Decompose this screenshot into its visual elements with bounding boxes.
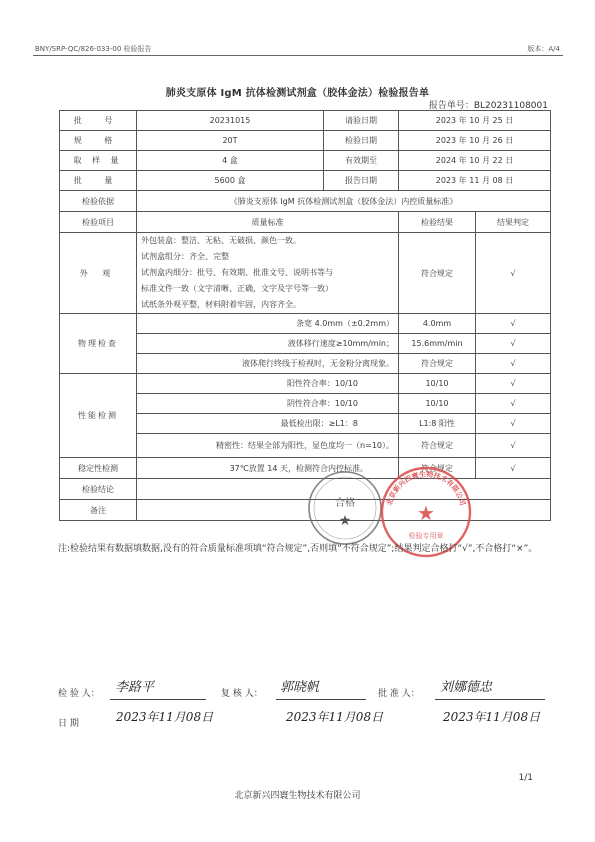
performance-standard: 最低检出限：≥L1：8 [137,414,399,434]
signature-row [58,682,558,702]
physical-judge: √ [476,314,551,334]
batch-label: 批 号 [60,111,137,131]
report-date-label: 报告日期 [324,171,399,191]
report-date-value: 2023 年 11 月 08 日 [399,171,551,191]
performance-item: 性能检测 [60,374,137,458]
physical-row [60,314,551,334]
inspector-label: 检 验 人： [58,689,100,699]
physical-result: 符合规定 [399,354,476,374]
performance-judge: √ [476,414,551,434]
reviewer-date: 2023年11月08日 [286,710,384,724]
svg-text:北京新兴四寰生物技术有限公司: 北京新兴四寰生物技术有限公司 [385,470,467,507]
physical-judge: √ [476,354,551,374]
approver-label: 批 准 人： [378,689,420,699]
sample-label: 取 样 量 [60,151,137,171]
expiry-label: 有效期至 [324,151,399,171]
qc-pass-stamp [306,469,384,547]
appearance-line: 标准文件一致（文字清晰、正确，文字及字号等一致） [141,284,333,293]
info-row [60,111,551,131]
stability-item: 稳定性检测 [60,458,137,479]
physical-result: 15.6mm/min [399,334,476,354]
col-judge-header: 结果判定 [476,212,551,233]
info-row [60,131,551,151]
inspector-date: 2023年11月08日 [116,710,214,724]
batch-value: 20231015 [137,111,324,131]
svg-text:★: ★ [338,513,352,529]
basis-value: 《肺炎支原体 IgM 抗体检测试剂盒（胶体金法）内控质量标准》 [137,191,551,212]
lot-size-value: 5600 盒 [137,171,324,191]
physical-standard: 条宽 4.0mm（±0.2mm） [137,314,399,334]
request-date-label: 请验日期 [324,111,399,131]
appearance-result: 符合规定 [399,233,476,314]
approver-signature: 刘娜德忠 [440,680,493,695]
reviewer-underline [276,699,366,700]
info-row [60,171,551,191]
spec-value: 20T [137,131,324,151]
performance-result: 10/10 [399,374,476,394]
basis-label: 检验依据 [60,191,137,212]
basis-row [60,191,551,212]
col-result-header: 检验结果 [399,212,476,233]
physical-judge: √ [476,334,551,354]
physical-item: 物理检查 [60,314,137,374]
appearance-item: 外 观 [60,233,137,314]
date-row [58,712,558,732]
qc-pass-stamp-text: 合格 [335,498,355,509]
physical-result: 4.0mm [399,314,476,334]
appearance-line: 试剂盒组分：齐全、完整 [141,252,229,261]
performance-judge: √ [476,394,551,414]
test-date-value: 2023 年 10 月 26 日 [399,131,551,151]
approver-underline [435,699,545,700]
footnote: 注:检验结果有数据填数据,没有的符合质量标准项填“符合规定”,否则填“不符合规定”;结果判定合格打“√”,不合格打“×”。 [58,544,538,554]
appearance-line: 试剂盒内细分：批号、有效期、批准文号、说明书等与 [141,268,333,277]
lot-size-label: 批 量 [60,171,137,191]
info-row [60,151,551,171]
svg-text:检验专用章: 检验专用章 [408,532,444,540]
report-title: 肺炎支原体 IgM 抗体检测试剂盒（胶体金法）检验报告单 [165,88,430,99]
report-table [59,110,551,521]
date-label: 日 期 [58,719,79,729]
performance-standard: 精密性：结果全部为阳性，显色度均一（n=10）。 [137,434,399,458]
conclusion-label: 检验结论 [60,479,137,500]
performance-standard: 阳性符合率：10/10 [137,374,399,394]
remark-label: 备注 [60,500,137,521]
expiry-value: 2024 年 10 月 22 日 [399,151,551,171]
company-footer: 北京新兴四寰生物技术有限公司 [234,791,361,801]
appearance-judge: √ [476,233,551,314]
performance-result: 符合规定 [399,434,476,458]
header-divider [33,55,563,56]
performance-standard: 阴性符合率：10/10 [137,394,399,414]
appearance-row [60,233,551,314]
col-standard-header: 质量标准 [137,212,399,233]
stability-row [60,458,551,479]
appearance-line: 试纸条外观平整，材料附着牢固，内容齐全。 [141,300,301,309]
reviewer-signature: 郭晓帆 [280,680,320,695]
performance-result: L1:8 阳性 [399,414,476,434]
report-number: 报告单号：BL20231108001 [428,101,548,111]
svg-text:★: ★ [417,501,435,525]
appearance-line: 外包装盒：整洁、无粘、无破损、颜色一致。 [141,236,301,245]
test-date-label: 检验日期 [324,131,399,151]
sample-value: 4 盒 [137,151,324,171]
header-doc-code: BNY/SRP-QC/826-033-00 检验报告 [35,45,152,53]
physical-standard: 液体爬行终线于检视时，无金粉分离现象。 [137,354,399,374]
physical-standard: 液体移行速度≥10mm/min； [137,334,399,354]
page-number: 1/1 [518,773,533,783]
request-date-value: 2023 年 10 月 25 日 [399,111,551,131]
reviewer-label: 复 核 人： [221,689,263,699]
performance-judge: √ [476,434,551,458]
approver-date: 2023年11月08日 [443,710,541,724]
column-header-row [60,212,551,233]
spec-label: 规 格 [60,131,137,151]
inspector-underline [110,699,206,700]
performance-judge: √ [476,374,551,394]
header-version: 版本：A/4 [527,45,560,53]
appearance-standard [137,233,399,314]
performance-row [60,374,551,394]
stability-judge: √ [476,458,551,479]
performance-result: 10/10 [399,394,476,414]
inspector-signature: 李路平 [115,680,155,695]
remark-row [60,500,551,521]
col-item-header: 检验项目 [60,212,137,233]
stability-standard: 37℃放置 14 天，检测符合内控标准。 [137,458,399,479]
stability-result: 符合规定 [399,458,476,479]
conclusion-row [60,479,551,500]
